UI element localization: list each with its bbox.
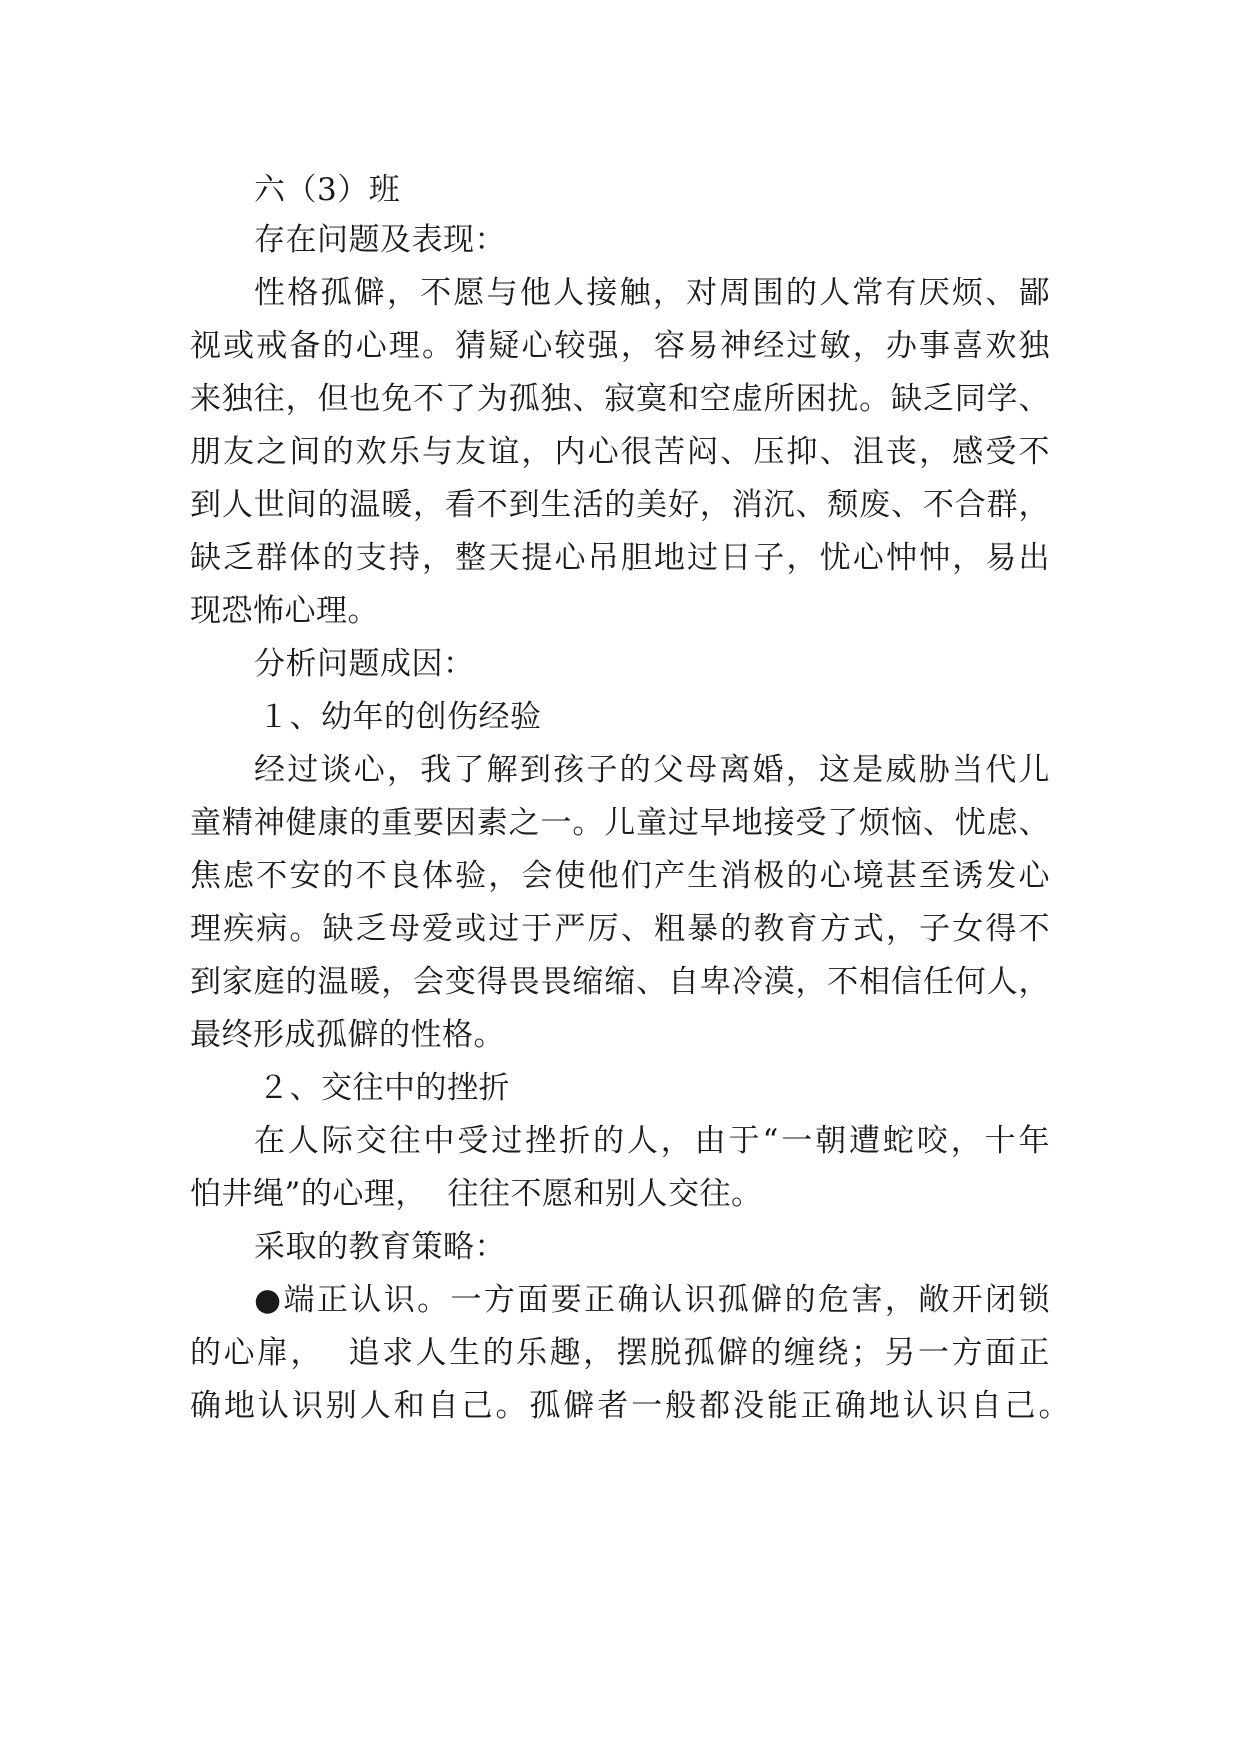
cause-1-line: 经过谈心，我了解到孩子的父母离婚，这是威胁当代儿 (254, 752, 1050, 788)
cause-1-line: 到家庭的温暖，会变得畏畏缩缩、自卑冷漠，不相信任何人， (190, 964, 1050, 1000)
strategy-line: 确地认识别人和自己。孤僻者一般都没能正确地认识自己。 (190, 1388, 1070, 1424)
problems-line: 来独往，但也免不了为孤独、寂寞和空虚所困扰。缺乏同学、 (190, 381, 1050, 417)
cause-2-title: ２、交往中的挫折 (258, 1070, 510, 1106)
strategy-line: ●端正认识。一方面要正确认识孤僻的危害，敞开闭锁 (254, 1282, 1050, 1318)
strategy-line: 的心扉， 追求人生的乐趣，摆脱孤僻的缠绕；另一方面正 (190, 1335, 1050, 1371)
section-heading-problems: 存在问题及表现： (254, 222, 506, 258)
cause-2-line: 怕井绳”的心理， 往往不愿和别人交往。 (190, 1176, 763, 1212)
section-heading-strategy: 采取的教育策略： (254, 1229, 506, 1265)
section-heading-causes: 分析问题成因： (254, 646, 475, 682)
problems-line: 缺乏群体的支持，整天提心吊胆地过日子，忧心忡忡，易出 (190, 540, 1050, 576)
class-heading: 六（3）班 (254, 172, 401, 208)
cause-1-line: 童精神健康的重要因素之一。儿童过早地接受了烦恼、忧虑、 (190, 805, 1050, 841)
problems-line: 朋友之间的欢乐与友谊，内心很苦闷、压抑、沮丧，感受不 (190, 434, 1050, 470)
problems-line: 现恐怖心理。 (190, 593, 379, 629)
cause-1-line: 焦虑不安的不良体验，会使他们产生消极的心境甚至诱发心 (190, 858, 1050, 894)
cause-2-line: 在人际交往中受过挫折的人，由于“一朝遭蛇咬，十年 (254, 1123, 1050, 1159)
cause-1-title: １、幼年的创伤经验 (258, 699, 542, 735)
problems-line: 视或戒备的心理。猜疑心较强，容易神经过敏，办事喜欢独 (190, 328, 1050, 364)
cause-1-line: 理疾病。缺乏母爱或过于严厉、粗暴的教育方式，子女得不 (190, 911, 1050, 947)
problems-line: 性格孤僻，不愿与他人接触，对周围的人常有厌烦、鄙 (254, 275, 1050, 311)
problems-line: 到人世间的温暖，看不到生活的美好，消沉、颓废、不合群， (190, 487, 1050, 523)
cause-1-line: 最终形成孤僻的性格。 (190, 1017, 505, 1053)
